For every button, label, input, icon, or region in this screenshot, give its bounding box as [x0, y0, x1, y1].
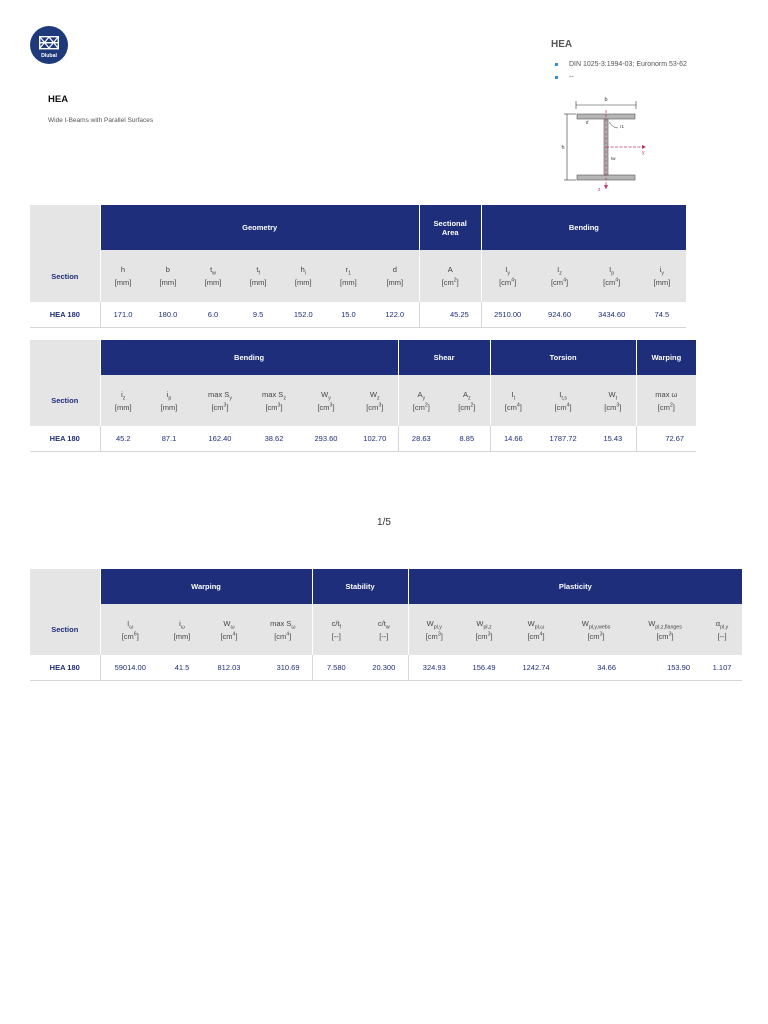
page-number: 1/5 [377, 517, 391, 528]
svg-text:Dlubal: Dlubal [41, 53, 57, 59]
column-symbol: $I_{t,s}$ [559, 389, 567, 401]
column-header [146, 375, 192, 426]
warping-stability-plasticity-table [30, 569, 742, 681]
i-beam-diagram [556, 92, 646, 192]
value-cell: 34.66 [564, 655, 628, 680]
column-unit: $[cm^3]$ [475, 631, 493, 641]
column-unit: [--] [331, 631, 341, 641]
column-header [360, 604, 408, 655]
column-unit: $[cm^3]$ [366, 402, 384, 412]
column-header [352, 375, 398, 426]
value-cell: 310.69 [254, 655, 312, 680]
document-subtitle: Wide I-Beams with Parallel Surfaces [48, 117, 154, 124]
column-symbol: $\alpha_{pl,y}$ [715, 618, 729, 630]
column-symbol: $W_z$ [369, 389, 380, 401]
column-symbol: $W_{pl,y,webs}$ [581, 618, 611, 630]
column-symbol: A [447, 265, 453, 274]
table-row [30, 302, 686, 327]
svg-text:r1: r1 [620, 124, 625, 129]
section-column-header: Section [30, 250, 100, 302]
column-unit: $[cm^4]$ [554, 402, 572, 412]
section-name: HEA 180 [30, 655, 100, 680]
column-header [100, 375, 146, 426]
column-symbol: $\max S_z$ [262, 389, 286, 401]
value-cell: 8.85 [444, 426, 490, 451]
column-header [702, 604, 742, 655]
standards-list [555, 58, 687, 84]
column-unit: [mm] [249, 278, 267, 287]
column-header [419, 250, 481, 302]
column-header-row [30, 250, 686, 302]
value-cell: 324.93 [408, 655, 460, 680]
column-symbol: $A_y$ [417, 389, 426, 401]
column-unit: [mm] [173, 631, 191, 641]
column-header [371, 250, 419, 302]
column-symbol: $W_{pl,y}$ [426, 618, 442, 630]
column-symbol: $c/t_w$ [377, 618, 390, 630]
document-title: HEA [48, 94, 69, 105]
column-unit: $[cm^4]$ [603, 277, 621, 287]
section-column-header: Section [30, 604, 100, 655]
value-cell: 156.49 [460, 655, 508, 680]
value-cell: 28.63 [398, 426, 444, 451]
column-symbol: $I_z$ [557, 265, 562, 277]
column-header [536, 375, 590, 426]
column-header [160, 604, 204, 655]
group-header-sectional-area: Sectional Area [419, 205, 481, 250]
column-symbol: $i_\omega$ [179, 618, 185, 630]
value-cell: 15.43 [590, 426, 636, 451]
column-header [533, 250, 585, 302]
svg-text:y: y [642, 150, 645, 156]
table-row [30, 426, 696, 451]
group-header-bending: Bending [481, 205, 686, 250]
value-cell: 1242.74 [508, 655, 564, 680]
svg-text:z: z [598, 187, 601, 192]
value-cell: 153.90 [628, 655, 702, 680]
column-unit: $[cm^6]$ [121, 631, 139, 641]
value-cell: 171.0 [100, 302, 145, 327]
column-unit: $[cm^3]$ [211, 402, 229, 412]
column-header [481, 250, 533, 302]
column-symbol: h [120, 265, 126, 274]
column-unit: [mm] [386, 278, 404, 287]
column-header [190, 250, 235, 302]
column-unit: $[cm^3]$ [317, 402, 335, 412]
bending-shear-torsion-table [30, 340, 696, 452]
svg-text:b: b [604, 97, 608, 103]
profile-title: HEA [551, 39, 573, 50]
column-unit: [mm] [114, 278, 132, 287]
value-cell: 293.60 [300, 426, 352, 451]
column-header [490, 375, 536, 426]
column-header-row [30, 604, 742, 655]
column-symbol: d [392, 265, 397, 274]
column-unit: $[cm^3]$ [604, 402, 622, 412]
column-header [145, 250, 190, 302]
value-cell: 162.40 [192, 426, 248, 451]
value-cell: 20.300 [360, 655, 408, 680]
value-cell: 72.67 [636, 426, 696, 451]
group-header-plasticity: Plasticity [408, 569, 742, 604]
svg-text:tf: tf [586, 120, 589, 125]
column-unit: [mm] [653, 278, 671, 287]
column-unit: [mm] [340, 278, 357, 287]
column-symbol: $A_z$ [463, 389, 471, 401]
value-cell: 41.5 [160, 655, 204, 680]
value-cell: 812.03 [204, 655, 254, 680]
column-header-row [30, 375, 696, 426]
value-cell: 6.0 [190, 302, 235, 327]
svg-text:h: h [561, 145, 565, 151]
column-unit: $[cm^3]$ [656, 631, 674, 641]
column-unit: $[cm^4]$ [274, 631, 292, 641]
column-symbol: $r_1$ [345, 265, 352, 277]
column-header [312, 604, 360, 655]
value-cell: 180.0 [145, 302, 190, 327]
column-unit: $[cm^2]$ [657, 402, 675, 412]
column-symbol: $W_{pl,z,flanges}$ [648, 618, 682, 630]
value-cell: 74.5 [638, 302, 686, 327]
column-header [508, 604, 564, 655]
value-cell: 1787.72 [536, 426, 590, 451]
column-unit: [mm] [159, 278, 177, 287]
value-cell: 3434.60 [586, 302, 638, 327]
column-header [326, 250, 371, 302]
column-symbol: $I_p$ [609, 265, 615, 277]
value-cell: 15.0 [326, 302, 371, 327]
value-cell: 102.70 [352, 426, 398, 451]
column-unit: [mm] [160, 402, 178, 412]
value-cell: 152.0 [281, 302, 326, 327]
column-unit: $[cm^4]$ [220, 631, 238, 641]
value-cell: 1.107 [702, 655, 742, 680]
column-unit: $[cm^2]$ [441, 277, 459, 287]
value-cell: 45.25 [419, 302, 481, 327]
column-header [460, 604, 508, 655]
section-column-header: Section [30, 375, 100, 426]
column-symbol: $W_t$ [608, 389, 618, 401]
column-symbol: $\max S_\omega$ [270, 618, 296, 630]
geometry-bending-table [30, 205, 686, 328]
column-symbol: $i_y$ [659, 265, 665, 277]
value-cell: 59014.00 [100, 655, 160, 680]
column-symbol: $W_y$ [321, 389, 331, 401]
standard-item: -- [555, 71, 687, 84]
column-header [590, 375, 636, 426]
column-header [408, 604, 460, 655]
column-symbol: $W_{pl,\omega}$ [527, 618, 545, 630]
group-header-bending: Bending [100, 340, 398, 375]
column-header [236, 250, 281, 302]
column-symbol: b [165, 265, 170, 274]
column-symbol: $W_\omega$ [223, 618, 235, 630]
group-header-shear: Shear [398, 340, 490, 375]
column-symbol: max ω [655, 389, 678, 399]
column-header [564, 604, 628, 655]
column-header [281, 250, 326, 302]
column-symbol: $I_t$ [511, 389, 516, 401]
column-symbol: $t_f$ [256, 265, 260, 277]
table-row [30, 655, 742, 680]
column-unit: [mm] [114, 402, 132, 412]
column-symbol: $I_\omega$ [127, 618, 134, 630]
column-symbol: $I_y$ [505, 265, 510, 277]
column-header [638, 250, 686, 302]
value-cell: 924.60 [533, 302, 585, 327]
group-header-geometry: Geometry [100, 205, 419, 250]
section-name: HEA 180 [30, 302, 100, 327]
section-name: HEA 180 [30, 426, 100, 451]
column-symbol: $\max S_y$ [208, 389, 232, 401]
column-unit: $[cm^3]$ [425, 631, 443, 641]
bridge-icon [30, 26, 68, 64]
svg-text:tw: tw [611, 156, 616, 161]
column-header [248, 375, 300, 426]
column-symbol: $W_{pl,z}$ [476, 618, 492, 630]
column-unit: $[cm^3]$ [587, 631, 605, 641]
group-header-warping: Warping [100, 569, 312, 604]
value-cell: 14.66 [490, 426, 536, 451]
column-unit: $[cm^3]$ [265, 402, 283, 412]
column-unit: [mm] [204, 278, 222, 287]
column-header [398, 375, 444, 426]
column-header [100, 604, 160, 655]
group-header-torsion: Torsion [490, 340, 636, 375]
column-symbol: $h_i$ [300, 265, 306, 277]
column-symbol: $c/t_f$ [331, 618, 341, 630]
column-unit: $[cm^4]$ [499, 277, 517, 287]
column-symbol: $t_w$ [210, 265, 216, 277]
value-cell: 2510.00 [481, 302, 533, 327]
column-header [444, 375, 490, 426]
column-header [628, 604, 702, 655]
column-unit: $[cm^4]$ [504, 402, 522, 412]
column-unit: $[cm^4]$ [550, 277, 569, 287]
column-header [192, 375, 248, 426]
column-unit: [--] [717, 631, 727, 641]
column-unit: $[cm^2]$ [412, 402, 430, 412]
column-unit: $[cm^4]$ [527, 631, 545, 641]
column-header [636, 375, 696, 426]
column-unit: [--] [379, 631, 389, 641]
value-cell: 9.5 [236, 302, 281, 327]
group-header-warping: Warping [636, 340, 696, 375]
column-unit: $[cm^2]$ [458, 402, 476, 412]
value-cell: 7.580 [312, 655, 360, 680]
group-header-stability: Stability [312, 569, 408, 604]
column-header [300, 375, 352, 426]
column-header [204, 604, 254, 655]
standard-item: DIN 1025-3:1994-03; Euronorm 53-62 [555, 58, 687, 71]
column-header [586, 250, 638, 302]
value-cell: 87.1 [146, 426, 192, 451]
dlubal-logo [30, 26, 68, 64]
value-cell: 122.0 [371, 302, 419, 327]
column-symbol: $i_p$ [166, 389, 172, 401]
column-header [100, 250, 145, 302]
column-symbol: $i_z$ [121, 389, 126, 401]
value-cell: 38.62 [248, 426, 300, 451]
value-cell: 45.2 [100, 426, 146, 451]
column-unit: [mm] [294, 278, 312, 287]
column-header [254, 604, 312, 655]
